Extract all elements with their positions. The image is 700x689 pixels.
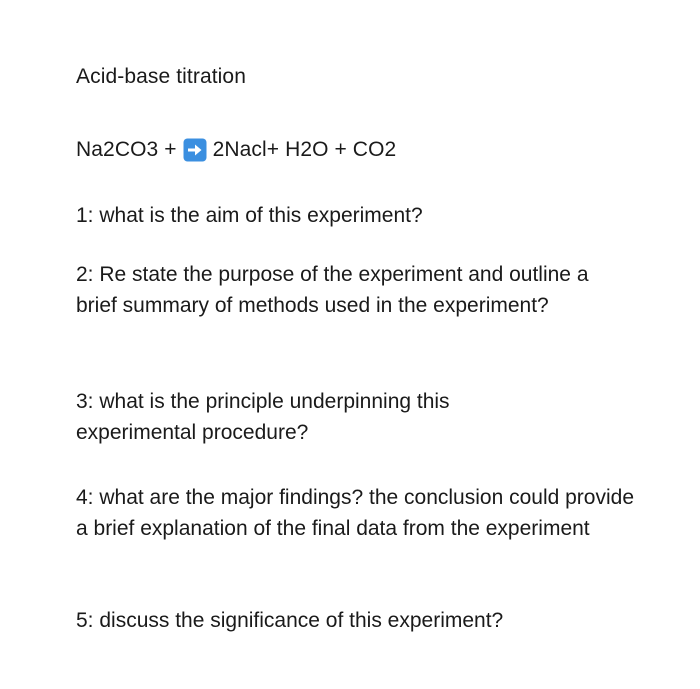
document-title: Acid-base titration [76,65,246,88]
equation-reactants: Na2CO3 + [76,138,177,161]
equation-products: 2Nacl+ H2O + CO2 [212,138,397,161]
question-5: 5: discuss the significance of this experiment? [76,609,504,632]
question-2: 2: Re state the purpose of the experiment and outline a brief summary of methods used in the experiment? [76,263,589,317]
question-1: 1: what is the aim of this experiment? [76,204,423,227]
question-4: 4: what are the major findings? the conclusion could provide a brief explanation of the final data from the experiment [76,486,634,540]
right-arrow-icon [183,138,207,162]
question-3: 3: what is the principle underpinning this experimental procedure? [76,390,450,444]
chemical-equation [76,135,396,165]
